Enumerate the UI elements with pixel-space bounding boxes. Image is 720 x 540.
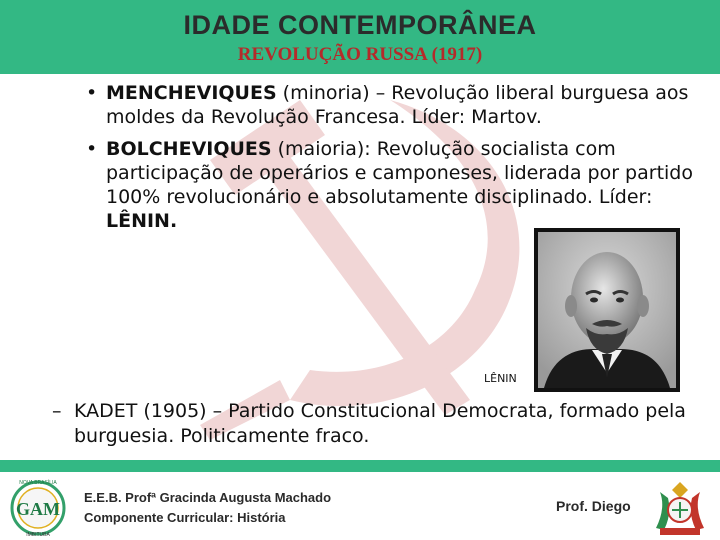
school-name: E.E.B. Profª Gracinda Augusta Machado [84, 490, 332, 505]
subject-name: Componente Curricular: História [84, 510, 286, 525]
term-mencheviques: MENCHEVIQUES [106, 82, 277, 104]
slide-title: IDADE CONTEMPORÂNEA [183, 10, 537, 40]
list-item [86, 81, 706, 129]
dash-icon: – [52, 400, 62, 422]
logo-letters: GAM [16, 499, 60, 519]
school-info [84, 488, 331, 528]
kadet-text: KADET (1905) – Partido Constitucional Democrata, formado pela burguesia. Politicamente fraco. [74, 400, 686, 447]
list-item [52, 399, 714, 449]
teacher-name: Prof. Diego [556, 498, 631, 514]
state-crest-icon [646, 478, 714, 538]
list-item [86, 137, 696, 233]
school-logo-icon [6, 478, 70, 538]
portrait-image [534, 228, 680, 392]
bullet-text: (minoria) – Revolução liberal burguesa aos moldes da Revolução Francesa. Líder: Martov. [106, 82, 689, 128]
portrait-caption: LÊNIN [484, 372, 517, 385]
footer-band [0, 460, 720, 472]
term-bolcheviques: BOLCHEVIQUES [106, 138, 272, 160]
leader-name: LÊNIN. [106, 210, 178, 232]
logo-city: IMBITUBA [26, 532, 50, 538]
lenin-portrait [534, 228, 680, 392]
slide-subtitle: REVOLUÇÃO RUSSA (1917) [237, 44, 483, 65]
bullet-icon: • [86, 138, 98, 160]
logo-ring-text: NOVA BRASÍLIA [19, 480, 57, 486]
bullet-icon: • [86, 82, 98, 104]
bullet-text: (maioria): Revolução socialista com participação de operários e camponeses, liderada por partido 100% revolucionário e absolutamente disciplinado. Líder: [106, 138, 693, 208]
